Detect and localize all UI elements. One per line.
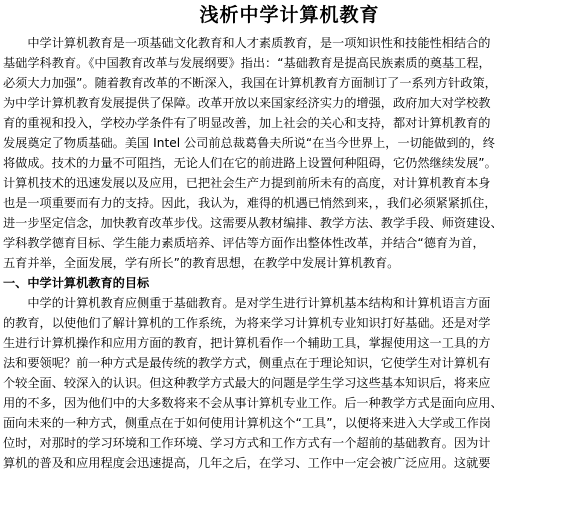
paragraph-line: 也是一项重要而有力的支持。因此，我认为，难得的机遇已悄然到来，，我们必须紧紧抓住，	[3, 196, 497, 210]
section-heading: 一、中学计算机教育的目标	[3, 276, 150, 290]
paragraph-line: 法和要领呢？前一种方式是最传统的教学方式，侧重点在于理论知识，它使学生对计算机有	[3, 356, 491, 370]
paragraph-line: 五育并举，全面发展，学有所长”的教育思想，在教学中发展计算机教育。	[3, 256, 400, 270]
paragraph-line: 发展奠定了物质基础。美国 Intel 公司前总裁葛鲁夫所说“在当今世界上，一切能做到的，终	[3, 136, 495, 150]
paragraph-line: 生进行计算机操作和应用方面的教育，把计算机看作一个辅助工具，掌握使用这一工具的方	[3, 336, 491, 350]
paragraph-line: 计算机技术的迅速发展以及应用，已把社会生产力提到前所未有的高度，对计算机教育本身	[3, 176, 491, 190]
paragraph-line: 用的不多，因为他们中的大多数将来不会从事计算机专业工作。后一种教学方式是面向应用、	[3, 396, 503, 410]
paragraph-line: 算机的普及和应用程度会迅速提高，几年之后，在学习、工作中一定会被广泛应用。这就要	[3, 456, 491, 470]
document-title: 浅析中学计算机教育	[199, 4, 380, 26]
paragraph-line: 面向未来的一种方式，侧重点在于如何使用计算机这个“工具”，以便将来进入大学或工作岗	[3, 416, 491, 430]
paragraph-line: 必须大力加强”。随着教育改革的不断深入，我国在计算机教育方面制订了一系列方针政策，	[3, 76, 497, 90]
paragraph-line: 基础学科教育。《中国教育改革与发展纲要》指出：“基础教育是提高民族素质的奠基工程，	[3, 56, 491, 70]
paragraph-line: 个较全面、较深入的认识。但这种教学方式最大的问题是学生学习这些基本知识后，将来应	[3, 376, 491, 390]
paragraph-line: 进一步坚定信念，加快教育改革步伐。这需要从教材编排、教学方法、教学手段、师资建设、	[3, 216, 503, 230]
paragraph-line: 中学计算机教育是一项基础文化教育和人才素质教育，是一项知识性和技能性相结合的	[3, 36, 491, 50]
paragraph-line: 学科教学德育目标、学生能力素质培养、评估等方面作出整体性改革，并结合“德育为首，	[3, 236, 485, 250]
paragraph-line: 育的重视和投入，学校办学条件有了明显改善，加上社会的关心和支持，都对计算机教育的	[3, 116, 491, 130]
paragraph-line: 位时，对那时的学习环境和工作环境、学习方式和工作方式有一个超前的基础教育。因为计	[3, 436, 491, 450]
paragraph-line: 将做成。技术的力量不可阻挡，无论人们在它的前进路上设置何种阻碍，它仍然继续发展”。	[3, 156, 497, 170]
paragraph-line: 的教育，以使他们了解计算机的工作系统，为将来学习计算机专业知识打好基础。还是对学	[3, 316, 491, 330]
paragraph-line: 中学的计算机教育应侧重于基础教育。是对学生进行计算机基本结构和计算机语言方面	[3, 296, 491, 310]
paragraph-line: 为中学计算机教育发展提供了保障。改革开放以来国家经济实力的增强，政府加大对学校教	[3, 96, 491, 110]
